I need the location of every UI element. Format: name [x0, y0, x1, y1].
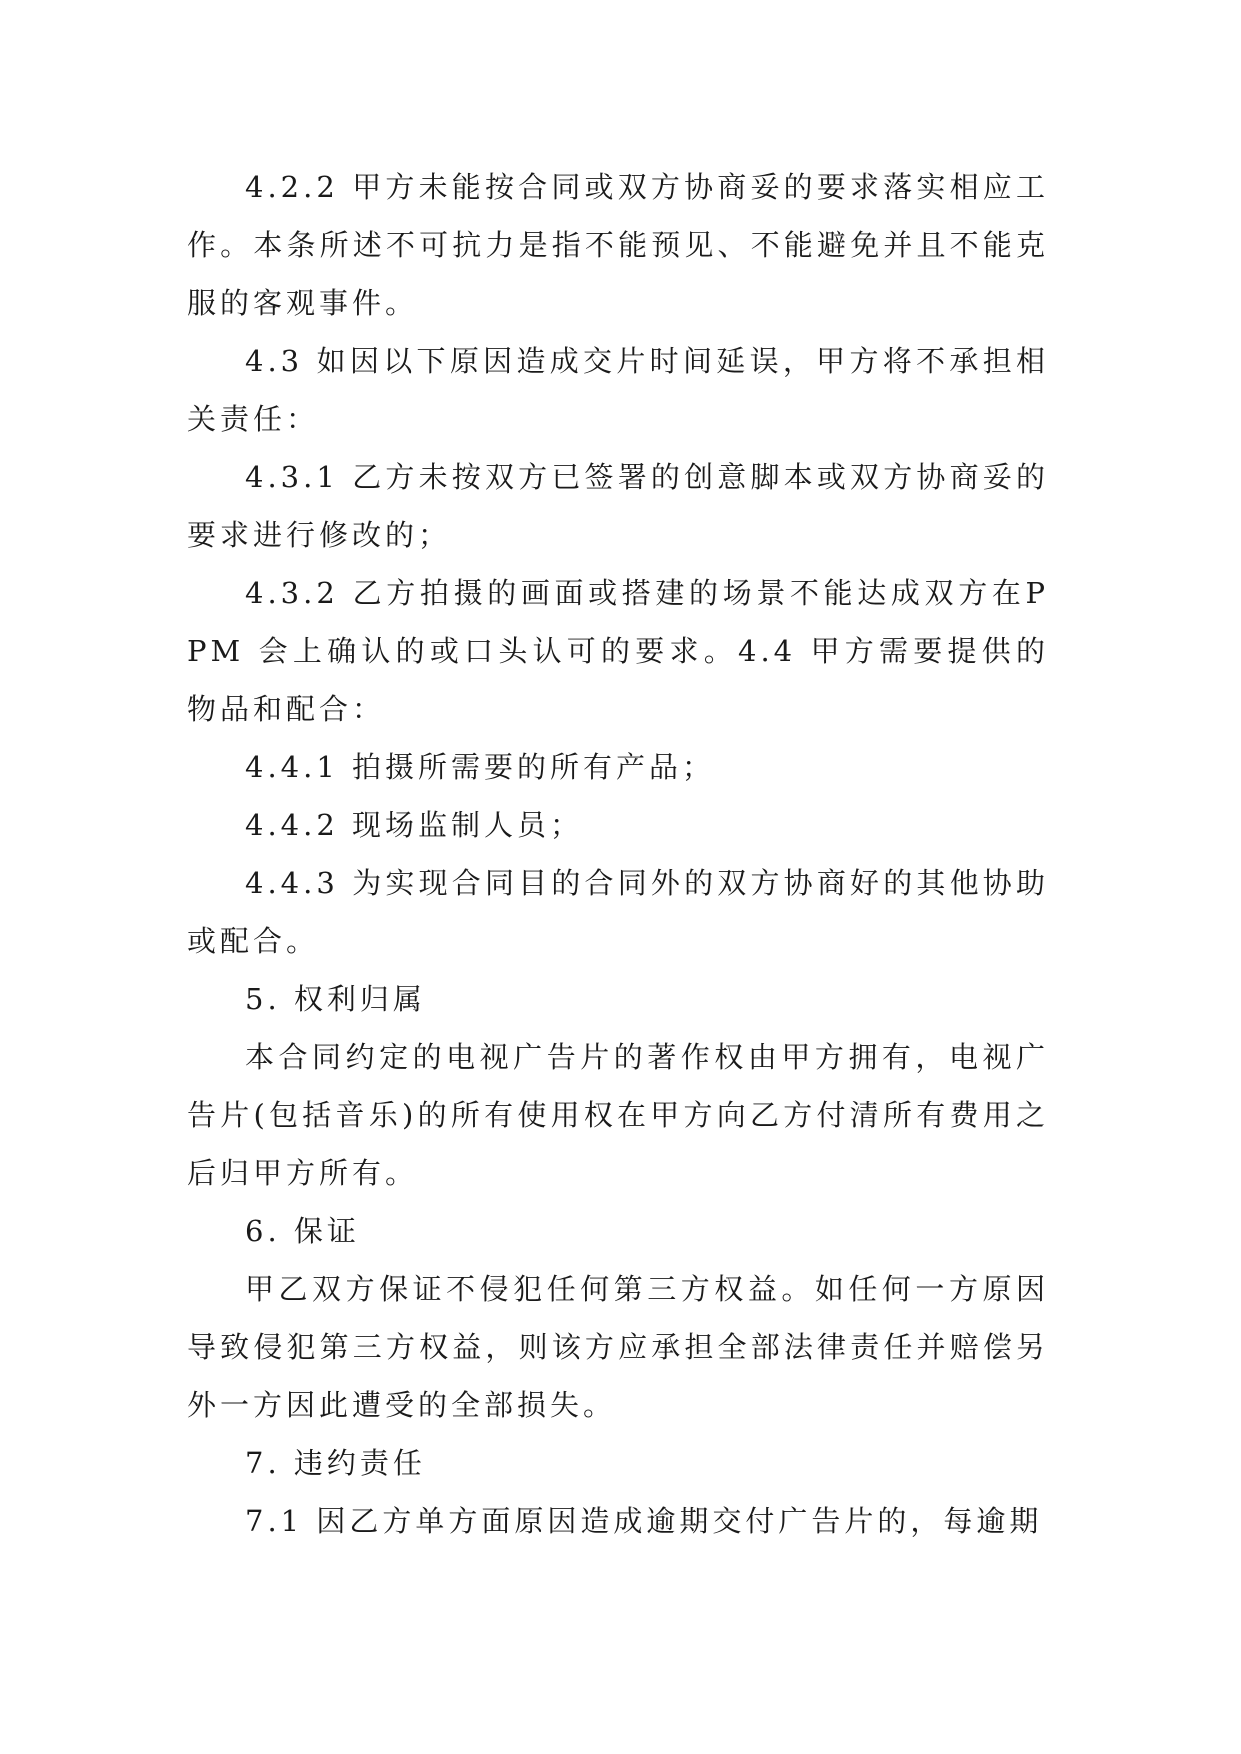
paragraph-4-4-1: 4.4.1 拍摄所需要的所有产品；: [245, 750, 716, 784]
section-heading-6: 6. 保证: [245, 1214, 360, 1248]
section-heading-5: 5. 权利归属: [245, 982, 426, 1016]
paragraph-4-4-3: 4.4.3 为实现合同目的合同外的双方协商好的其他协助或配合。: [187, 866, 1049, 958]
paragraph-4-3-1: 4.3.1 乙方未按双方已签署的创意脚本或双方协商妥的要求进行修改的；: [187, 460, 1049, 552]
paragraph-5-body: 本合同约定的电视广告片的著作权由甲方拥有，电视广告片(包括音乐)的所有使用权在甲方向乙方付清所有费用之后归甲方所有。: [187, 1040, 1049, 1190]
paragraph-4-3-2: 4.3.2 乙方拍摄的画面或搭建的场景不能达成双方在PPM 会上确认的或口头认可的要求。4.4 甲方需要提供的物品和配合：: [187, 576, 1049, 726]
paragraph-4-4-2: 4.4.2 现场监制人员；: [245, 808, 584, 842]
section-heading-7: 7. 违约责任: [245, 1446, 426, 1480]
document-body: [187, 158, 1049, 1550]
paragraph-4-2-2: 4.2.2 甲方未能按合同或双方协商妥的要求落实相应工作。本条所述不可抗力是指不能预见、不能避免并且不能克服的客观事件。: [187, 170, 1049, 320]
paragraph-4-3: 4.3 如因以下原因造成交片时间延误，甲方将不承担相关责任：: [187, 344, 1049, 436]
paragraph-7-1: 7.1 因乙方单方面原因造成逾期交付广告片的，每逾期: [245, 1504, 1043, 1538]
paragraph-6-body: 甲乙双方保证不侵犯任何第三方权益。如任何一方原因导致侵犯第三方权益，则该方应承担全部法律责任并赔偿另外一方因此遭受的全部损失。: [187, 1272, 1049, 1422]
